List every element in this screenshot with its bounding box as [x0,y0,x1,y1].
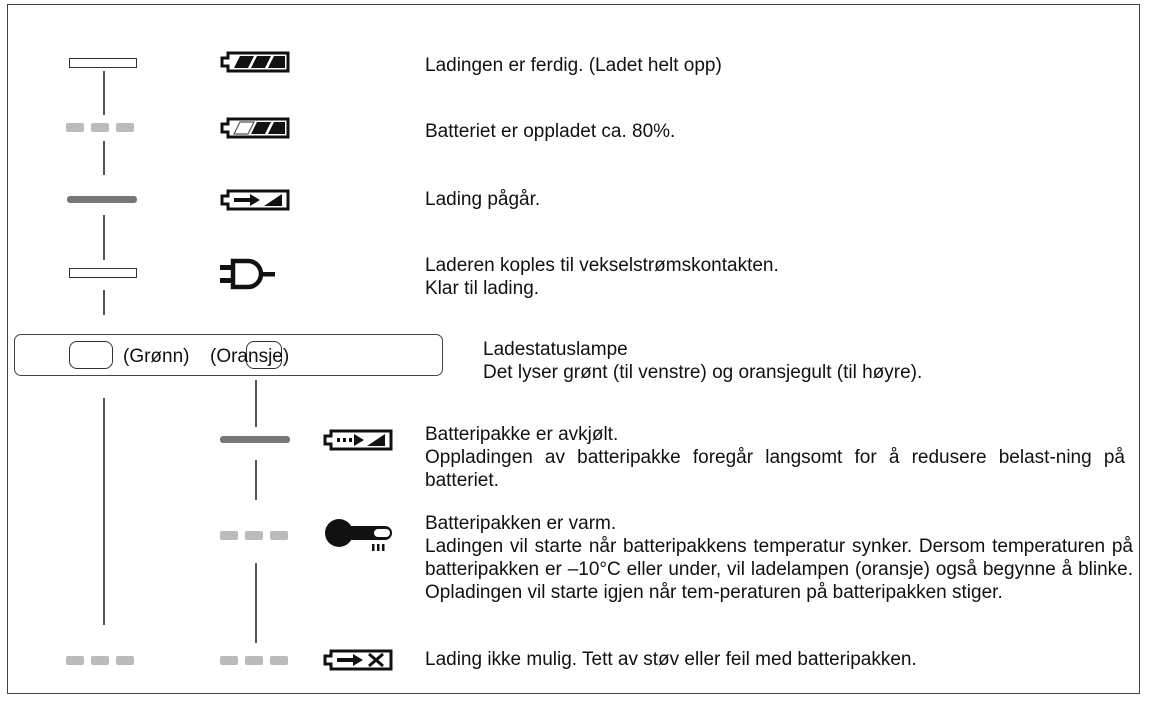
connector-line [103,290,105,315]
battery-charging-icon [220,187,292,213]
status-text-hot-title: Batteripakken er varm. [425,513,617,534]
status-text-charging: Lading pågår. [425,189,541,210]
green-lamp-swatch [69,341,113,369]
status-text-full: Ladingen er ferdig. (Ladet helt opp) [425,55,722,76]
lamp-steady-on [67,196,137,203]
legend-title: Ladestatuslampe [483,339,628,360]
connector-line [103,71,105,115]
lamp-blinking [66,123,136,132]
orange-lamp-label: (Oransje) [210,346,290,367]
battery-error-icon [323,647,395,673]
status-text-hot-body: Ladingen vil starte når batteripakkens temperatur synker. Dersom temperaturen på batteripakken er –10°C eller under, vil ladelampen (oransje) også begynne å blinke. Opladingen vil starte igjen når tem-peraturen på batteripakken stiger. [425,536,1133,603]
connector-line [255,460,257,500]
connector-line [103,141,105,175]
status-text-plugged-line2: Klar til lading. [425,278,540,299]
status-text-cold-body: Oppladingen av batteripakke foregår langsomt for å redusere belast-ning på batteriet. [425,447,1125,491]
status-text-80: Batteriet er oppladet ca. 80%. [425,121,676,142]
status-text-error: Lading ikke mulig. Tett av støv eller feil med batteripakken. [425,649,917,670]
ac-plug-icon [220,258,292,290]
lamp-steady-off [69,58,137,68]
lamp-steady-off [69,268,137,278]
lamp-blinking [220,656,290,665]
green-lamp-label: (Grønn) [123,346,190,367]
legend-box [14,334,443,376]
lamp-blinking [220,531,290,540]
status-text-cold-title: Batteripakke er avkjølt. [425,424,619,445]
lamp-steady-on [220,436,290,443]
connector-line [255,563,257,643]
battery-cold-icon [323,427,395,453]
legend-description: Det lyser grønt (til venstre) og oransjegult (til høyre). [483,362,923,383]
connector-line [255,380,257,427]
status-text-plugged-line1: Laderen koples til vekselstrømskontakten. [425,255,779,276]
thermometer-hot-icon [324,517,400,555]
connector-line [103,398,105,625]
battery-80-icon [220,115,292,141]
battery-full-icon [220,49,292,75]
lamp-blinking [66,656,136,665]
connector-line [103,215,105,260]
